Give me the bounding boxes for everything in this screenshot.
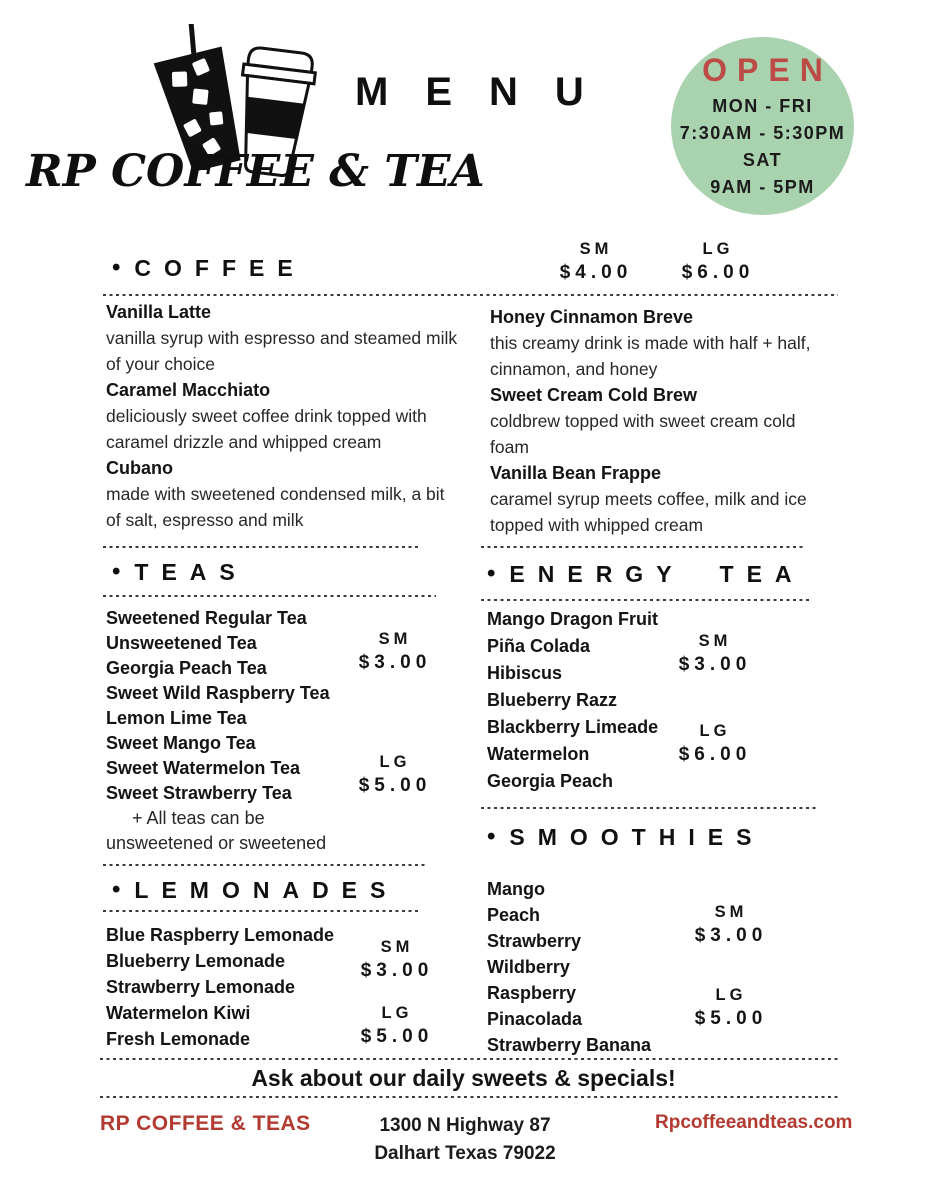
smoothies-large-price	[672, 986, 790, 1030]
menu-item-name: Pinacolada	[487, 1009, 583, 1029]
price-value: $3.00	[678, 654, 752, 675]
energy-tea-small-price	[658, 632, 772, 676]
menu-item-name: Unsweetened Tea	[106, 633, 257, 653]
divider	[103, 595, 436, 597]
section-title-smoothies	[487, 823, 764, 851]
bullet-icon: •	[112, 558, 121, 585]
divider	[481, 807, 816, 809]
menu-item-name: Strawberry Banana	[487, 1035, 652, 1055]
menu-item-name: Hibiscus	[487, 663, 563, 683]
divider	[103, 864, 425, 866]
section-title-energy-tea-label: ENERGY TEA	[509, 560, 805, 587]
divider	[100, 1096, 840, 1098]
size-small-label: SM	[714, 903, 748, 921]
menu-item-name: Fresh Lemonade	[106, 1029, 251, 1049]
menu-item-desc: of salt, espresso and milk	[106, 510, 304, 530]
hours-weekday-times: 7:30AM - 5:30PM	[679, 122, 846, 143]
divider	[103, 294, 838, 296]
lemonades-large-price	[340, 1004, 454, 1048]
menu-item-desc: this creamy drink is made with half + half,	[490, 333, 811, 353]
coffee-list-left	[106, 299, 501, 533]
menu-item-name: Sweetened Regular Tea	[106, 608, 307, 628]
section-title-teas-label: TEAS	[134, 558, 248, 585]
price-value: $3.00	[360, 960, 434, 981]
menu-item-desc: caramel syrup meets coffee, milk and ice	[490, 489, 807, 509]
footer-brand-name: RP COFFEE & TEAS	[100, 1112, 311, 1135]
coffee-small-price	[540, 240, 652, 284]
coffee-large-price	[662, 240, 774, 284]
menu-item-name: Blueberry Lemonade	[106, 951, 286, 971]
menu-item-name: Lemon Lime Tea	[106, 708, 247, 728]
teas-note: + All teas can be	[132, 808, 265, 828]
size-small-label: SM	[378, 630, 412, 648]
energy-tea-large-price	[658, 722, 772, 766]
menu-item-name: Caramel Macchiato	[106, 380, 271, 400]
section-title-energy-tea	[487, 560, 805, 588]
bullet-icon: •	[487, 560, 496, 587]
section-title-coffee	[112, 254, 306, 282]
smoothies-small-price	[672, 903, 790, 947]
menu-item-desc: deliciously sweet coffee drink topped with	[106, 406, 427, 426]
menu-item-name: Blueberry Razz	[487, 690, 618, 710]
size-small-label: SM	[380, 938, 414, 956]
price-value: $6.00	[678, 744, 752, 765]
bullet-icon: •	[487, 823, 496, 850]
teas-note: unsweetened or sweetened	[106, 833, 327, 853]
size-large-label: LG	[702, 240, 734, 258]
menu-item-name: Mango	[487, 879, 545, 899]
section-title-coffee-label: COFFEE	[134, 254, 306, 281]
menu-item-name: Piña Colada	[487, 636, 591, 656]
menu-item-name: Honey Cinnamon Breve	[490, 307, 694, 327]
menu-item-desc: caramel drizzle and whipped cream	[106, 432, 382, 452]
lemonades-small-price	[340, 938, 454, 982]
teas-small-price	[338, 630, 452, 674]
menu-item-name: Sweet Cream Cold Brew	[490, 385, 698, 405]
open-hours-badge	[671, 37, 854, 215]
price-value: $3.00	[694, 925, 768, 946]
divider	[103, 546, 421, 548]
footer-address	[320, 1112, 610, 1168]
menu-item-desc: foam	[490, 437, 529, 457]
divider	[481, 599, 809, 601]
size-large-label: LG	[379, 753, 411, 771]
address-line-1: 1300 N Highway 87	[379, 1115, 551, 1136]
hours-weekday-days: MON - FRI	[712, 95, 813, 116]
brand-name: RP COFFEE & TEA	[26, 146, 485, 197]
size-large-label: LG	[381, 1004, 413, 1022]
menu-item-desc: coldbrew topped with sweet cream cold	[490, 411, 796, 431]
price-value: $5.00	[358, 775, 432, 796]
section-title-lemonades-label: LEMONADES	[134, 876, 399, 903]
menu-item-name: Cubano	[106, 458, 173, 478]
menu-item-desc: made with sweetened condensed milk, a bit	[106, 484, 445, 504]
bullet-icon: •	[112, 876, 121, 903]
menu-item-desc: vanilla syrup with espresso and steamed milk	[106, 328, 458, 348]
menu-item-name: Blackberry Limeade	[487, 717, 659, 737]
menu-item-name: Mango Dragon Fruit	[487, 609, 658, 629]
address-line-2: Dalhart Texas 79022	[374, 1143, 556, 1164]
menu-item-name: Blue Raspberry Lemonade	[106, 925, 335, 945]
specials-banner: Ask about our daily sweets & specials!	[251, 1065, 676, 1091]
size-large-label: LG	[715, 986, 747, 1004]
menu-item-name: Raspberry	[487, 983, 577, 1003]
menu-item-desc: topped with whipped cream	[490, 515, 704, 535]
menu-item-name: Watermelon	[487, 744, 590, 764]
price-value: $5.00	[694, 1008, 768, 1029]
menu-item-name: Watermelon Kiwi	[106, 1003, 251, 1023]
coffee-list-right	[490, 304, 850, 538]
price-value: $3.00	[358, 652, 432, 673]
section-title-teas	[112, 558, 248, 586]
hours-saturday-times: 9AM - 5PM	[710, 176, 815, 197]
menu-item-name: Sweet Wild Raspberry Tea	[106, 683, 330, 703]
divider	[481, 546, 806, 548]
bullet-icon: •	[112, 254, 121, 281]
menu-item-name: Strawberry	[487, 931, 582, 951]
menu-item-name: Sweet Strawberry Tea	[106, 783, 292, 803]
open-label: OPEN	[702, 51, 833, 88]
footer-website: Rpcoffeeandteas.com	[655, 1112, 853, 1133]
menu-item-name: Peach	[487, 905, 541, 925]
price-value: $4.00	[559, 262, 633, 283]
menu-item-name: Georgia Peach Tea	[106, 658, 267, 678]
size-small-label: SM	[579, 240, 613, 258]
size-large-label: LG	[699, 722, 731, 740]
price-value: $5.00	[360, 1026, 434, 1047]
divider	[100, 1058, 840, 1060]
menu-item-name: Vanilla Bean Frappe	[490, 463, 662, 483]
menu-item-desc: of your choice	[106, 354, 215, 374]
menu-item-name: Sweet Mango Tea	[106, 733, 256, 753]
section-title-lemonades	[112, 876, 398, 904]
menu-item-name: Georgia Peach	[487, 771, 614, 791]
menu-item-name: Strawberry Lemonade	[106, 977, 296, 997]
section-title-smoothies-label: SMOOTHIES	[509, 823, 765, 850]
hours-saturday-label: SAT	[742, 149, 783, 170]
price-value: $6.00	[681, 262, 755, 283]
divider	[103, 910, 421, 912]
teas-large-price	[338, 753, 452, 797]
menu-item-name: Vanilla Latte	[106, 302, 212, 322]
page-title: MENU	[355, 70, 621, 114]
menu-item-desc: cinnamon, and honey	[490, 359, 658, 379]
size-small-label: SM	[698, 632, 732, 650]
menu-item-name: Sweet Watermelon Tea	[106, 758, 301, 778]
menu-item-name: Wildberry	[487, 957, 570, 977]
